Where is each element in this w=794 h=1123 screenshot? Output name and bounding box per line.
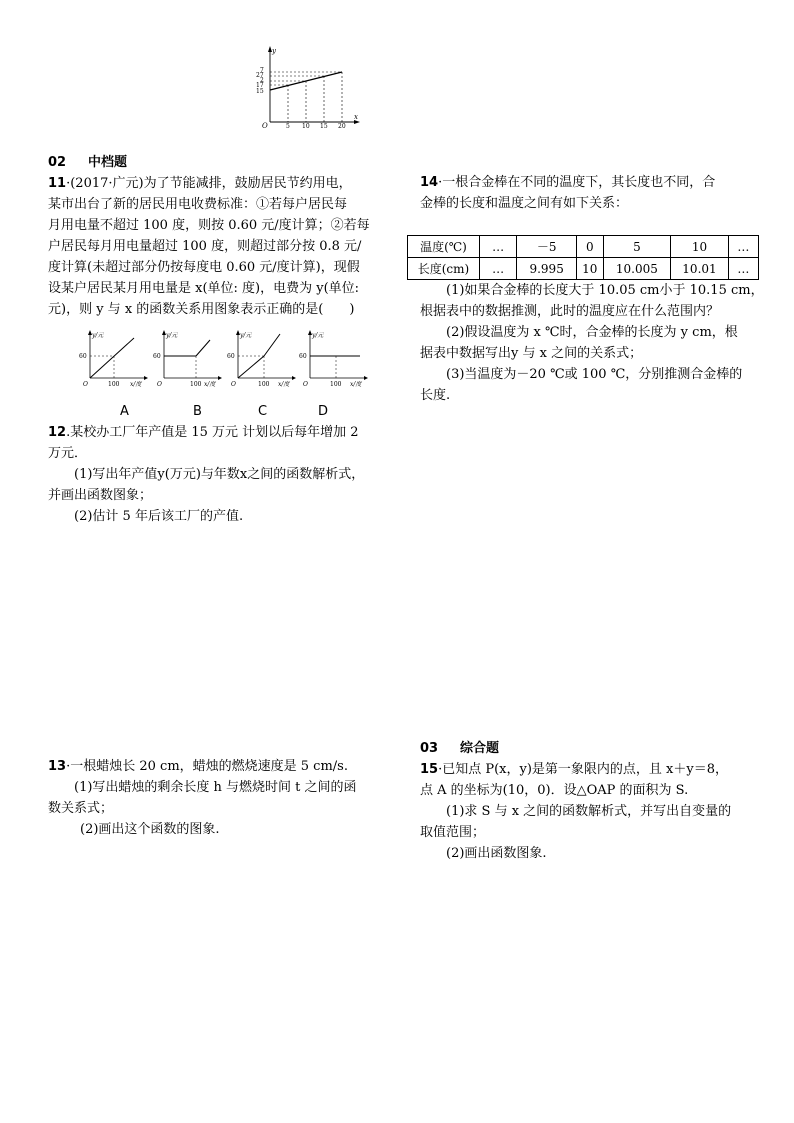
question-part: (1)写出年产值y(万元)与年数x之间的函数解析式， xyxy=(74,467,365,482)
question-part: 数关系式； xyxy=(48,801,114,816)
y-tick: 7 xyxy=(260,67,264,74)
question-15 xyxy=(420,759,766,864)
question-part: (1)如果合金棒的长度大于 10.05 cm小于 10.15 cm， xyxy=(446,283,764,298)
y-axis-label: y/元 xyxy=(166,332,178,339)
table-cell: 0 xyxy=(576,236,603,258)
table-cell: 10 xyxy=(671,236,729,258)
table-cell: 5 xyxy=(603,236,670,258)
question-text: 设某户居民某月用电量是 x(单位: 度)，电费为 y(单位: xyxy=(48,281,360,296)
question-text: ·已知点 P(x，y)是第一象限内的点，且 x＋y＝8， xyxy=(438,762,729,777)
x-tick: 100 xyxy=(108,381,120,388)
question-part: (1)求 S 与 x 之间的函数解析式，并写出自变量的 xyxy=(446,804,732,819)
question-number: 12 xyxy=(48,425,67,440)
y-axis-label: y/元 xyxy=(312,332,324,339)
section-number: 02 xyxy=(48,155,67,170)
option-graph-b xyxy=(152,328,224,390)
x-tick: 15 xyxy=(320,123,328,130)
y-axis-label: y/元 xyxy=(240,332,252,339)
origin-label: O xyxy=(262,122,268,130)
question-part: 取值范围； xyxy=(420,825,486,840)
table-cell: … xyxy=(479,236,516,258)
x-tick: 100 xyxy=(330,381,342,388)
question-text: 某市出台了新的居民用电收费标准：①若每户居民每 xyxy=(48,197,348,212)
x-tick: 100 xyxy=(258,381,270,388)
origin-label: O xyxy=(157,381,162,388)
y-tick: 27 xyxy=(256,72,264,79)
origin-label: O xyxy=(231,381,236,388)
table-cell: 10.01 xyxy=(671,258,729,280)
x-tick: 5 xyxy=(286,123,290,130)
question-part: (2)估计 5 年后该工厂的产值. xyxy=(74,509,244,524)
x-tick: 10 xyxy=(302,123,310,130)
x-axis-label: x xyxy=(354,113,358,121)
question-text: 度计算(未超过部分仍按每度电 0.60 元/度计算)，现假 xyxy=(48,260,360,275)
table-cell: 长度(cm) xyxy=(408,258,480,280)
option-graph-d xyxy=(298,328,370,390)
question-text: ·(2017·广元)为了节能减排，鼓励居民节约用电， xyxy=(66,176,352,191)
right-column-lower xyxy=(420,738,766,864)
left-column xyxy=(48,152,388,320)
question-part: (2)画出这个函数的图象. xyxy=(80,822,220,837)
y-tick: 17 xyxy=(256,82,264,89)
dashed-guides xyxy=(270,72,342,122)
question-text: 月用电量不超过 100 度，则按 0.60 元/度计算；②若每 xyxy=(48,218,370,233)
origin-label: O xyxy=(83,381,88,388)
question-13 xyxy=(48,756,388,840)
option-label-c: C xyxy=(258,404,268,419)
question-11 xyxy=(48,173,388,320)
table-row xyxy=(408,236,759,258)
section-title: 中档题 xyxy=(88,155,128,170)
y-axis-label: y xyxy=(272,47,276,55)
question-part: (2)画出函数图象. xyxy=(446,846,547,861)
y-tick: 15 xyxy=(256,88,264,95)
option-label-a: A xyxy=(120,404,129,419)
x-tick: 100 xyxy=(190,381,202,388)
option-label-b: B xyxy=(193,404,202,419)
section-heading-03 xyxy=(420,738,766,759)
table-cell: … xyxy=(728,236,758,258)
y-tick: 2 xyxy=(260,77,264,84)
question-text: 户居民每月用电量超过 100 度，则超过部分按 0.8 元/ xyxy=(48,239,362,254)
question-text: .某校办工厂年产值是 15 万元 计划以后每年增加 2 xyxy=(66,425,359,440)
table-cell: 9.995 xyxy=(517,258,577,280)
y-tick: 60 xyxy=(79,353,87,360)
section-heading-02 xyxy=(48,152,388,173)
table-cell: 10 xyxy=(576,258,603,280)
x-axis-label: x/度 xyxy=(204,381,216,388)
table-cell: 10.005 xyxy=(603,258,670,280)
question-number: 13 xyxy=(48,759,67,774)
y-tick: 60 xyxy=(299,353,307,360)
question-text: 元)，则 y 与 x 的函数关系用图象表示正确的是( ) xyxy=(48,302,355,317)
option-graph-a xyxy=(78,328,150,390)
question-part: (1)写出蜡烛的剩余长度 h 与燃烧时间 t 之间的函 xyxy=(74,780,357,795)
question-12 xyxy=(48,422,388,527)
top-line-graph xyxy=(248,44,364,130)
table-cell: … xyxy=(728,258,758,280)
question-14-parts xyxy=(420,280,766,406)
question-number: 11 xyxy=(48,176,67,191)
question-part: (2)假设温度为 x ℃时，合金棒的长度为 y cm，根 xyxy=(446,325,738,340)
question-number: 14 xyxy=(420,175,439,190)
x-axis-label: x/度 xyxy=(278,381,290,388)
question-part: 长度. xyxy=(420,388,451,403)
question-text: 点 A 的坐标为(10，0)．设△OAP 的面积为 S. xyxy=(420,783,689,798)
question-text: ·一根合金棒在不同的温度下，其长度也不同，合 xyxy=(438,175,716,190)
x-axis-label: x/度 xyxy=(130,381,142,388)
question-14 xyxy=(420,172,766,214)
question-text: ·一根蜡烛长 20 cm，蜡烛的燃烧速度是 5 cm/s. xyxy=(66,759,348,774)
temperature-length-table xyxy=(407,235,759,280)
origin-label: O xyxy=(303,381,308,388)
question-part: (3)当温度为－20 ℃或 100 ℃，分别推测合金棒的 xyxy=(446,367,743,382)
y-tick: 60 xyxy=(227,353,235,360)
question-part: 据表中数据写出y 与 x 之间的关系式； xyxy=(420,346,643,361)
table-cell: －5 xyxy=(517,236,577,258)
option-graph-c xyxy=(226,328,298,390)
question-part: 根据表中的数据推测，此时的温度应在什么范围内？ xyxy=(420,304,720,319)
section-title: 综合题 xyxy=(460,741,500,756)
y-tick: 60 xyxy=(153,353,161,360)
table-cell: … xyxy=(479,258,516,280)
y-axis-label: y/元 xyxy=(92,332,104,339)
table-row xyxy=(408,258,759,280)
question-text: 金棒的长度和温度之间有如下关系： xyxy=(420,196,629,211)
question-part: 并画出函数图象； xyxy=(48,488,153,503)
question-text: 万元． xyxy=(48,446,88,461)
x-axis-label: x/度 xyxy=(350,381,362,388)
option-label-d: D xyxy=(318,404,329,419)
question-number: 15 xyxy=(420,762,439,777)
table-cell: 温度(℃) xyxy=(408,236,480,258)
x-tick: 20 xyxy=(338,123,346,130)
section-number: 03 xyxy=(420,741,439,756)
